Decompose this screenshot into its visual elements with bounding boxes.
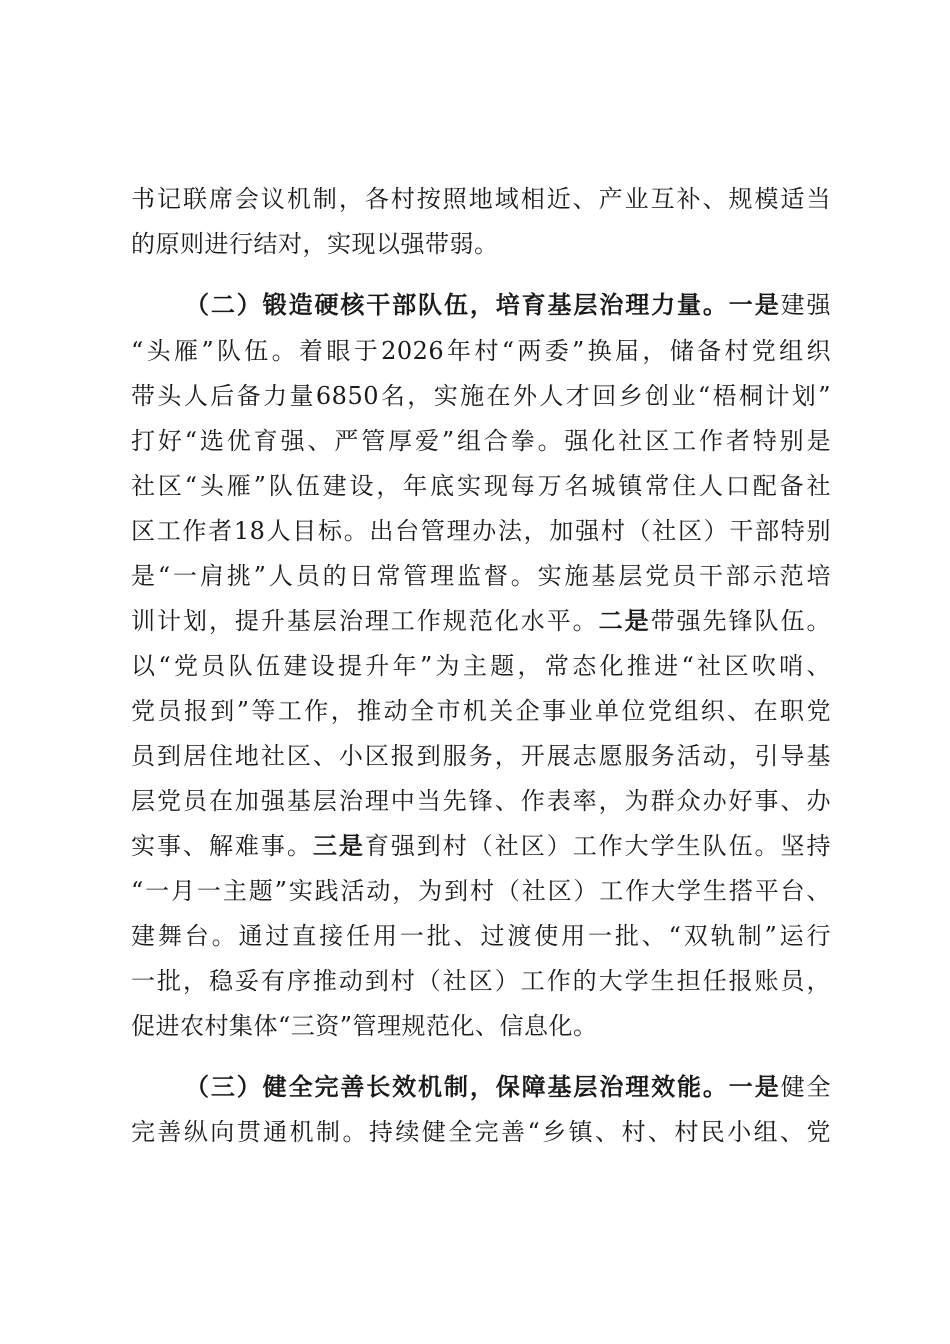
line-segment: 带强先锋队伍。 — [650, 607, 832, 635]
text-line: 党员报到”等工作，推动全市机关企事业单位党组织、在职党 — [131, 697, 831, 725]
text-line: 社区“头雁”队伍建设，年底实现每万名城镇常住人口配备社 — [131, 472, 831, 500]
bold-marker: 三是 — [312, 832, 365, 860]
text-line: 完善纵向贯通机制。持续健全完善“乡镇、村、村民小组、党 — [131, 1118, 831, 1146]
section-heading-3 — [185, 1067, 831, 1107]
text-line: 区工作者18人目标。出台管理办法，加强村（社区）干部特别 — [131, 517, 831, 545]
line-segment: 训计划，提升基层治理工作规范化水平。 — [131, 607, 599, 635]
text-line: 书记联席会议机制，各村按照地域相近、产业互补、规模适当 — [131, 185, 831, 213]
text-line: 带头人后备力量6850名，实施在外人才回乡创业“梧桐计划” — [131, 382, 831, 410]
text-line — [131, 601, 831, 641]
heading-tail-text: 建强 — [780, 291, 832, 319]
text-line: “头雁”队伍。着眼于2026年村“两委”换届，储备村党组织 — [131, 337, 831, 365]
text-line: “一月一主题”实践活动，为到村（社区）工作大学生搭平台、 — [131, 877, 831, 905]
text-line: 建舞台。通过直接任用一批、过渡使用一批、“双轨制”运行 — [131, 922, 831, 950]
heading-bold-text: （三）健全完善长效机制，保障基层治理效能。一是 — [185, 1073, 781, 1101]
text-line: 的原则进行结对，实现以强带弱。 — [131, 230, 499, 258]
bold-marker: 二是 — [598, 607, 651, 635]
text-line — [131, 826, 831, 866]
text-line: 是“一肩挑”人员的日常管理监督。实施基层党员干部示范培 — [131, 562, 831, 590]
line-segment: 育强到村（社区）工作大学生队伍。坚持 — [364, 832, 832, 860]
section-heading-2 — [185, 285, 831, 325]
text-line: 员到居住地社区、小区报到服务，开展志愿服务活动，引导基 — [131, 742, 831, 770]
text-line: 层党员在加强基层治理中当先锋、作表率，为群众办好事、办 — [131, 787, 831, 815]
text-line: 打好“选优育强、严管厚爱”组合拳。强化社区工作者特别是 — [131, 427, 831, 455]
text-line: 促进农村集体“三资”管理规范化、信息化。 — [131, 1012, 598, 1040]
text-line: 一批，稳妥有序推动到村（社区）工作的大学生担任报账员， — [131, 967, 831, 995]
heading-bold-text: （二）锻造硬核干部队伍，培育基层治理力量。一是 — [185, 291, 781, 319]
line-segment: 实事、解难事。 — [131, 832, 313, 860]
heading-tail-text: 健全 — [780, 1073, 832, 1101]
text-line: 以“党员队伍建设提升年”为主题，常态化推进“社区吹哨、 — [131, 652, 831, 680]
